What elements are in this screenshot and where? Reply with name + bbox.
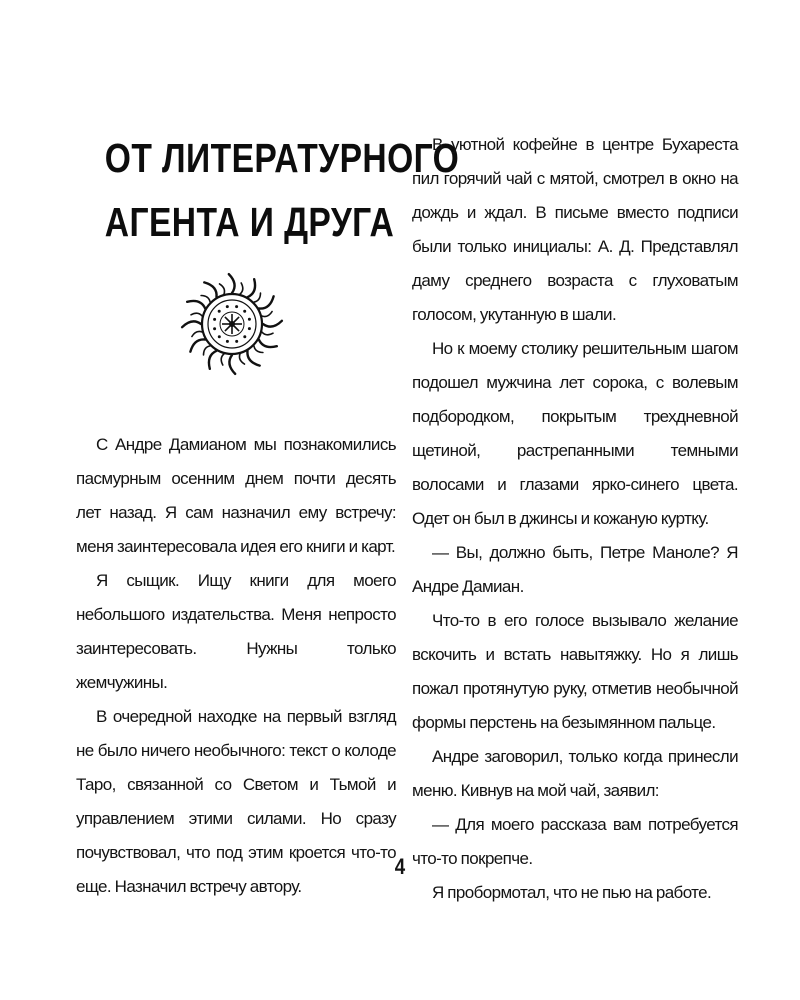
right-body-text	[412, 128, 738, 910]
paragraph: В очередной находке на первый взгляд не было ничего необычного: текст о колоде Таро, связанной со Светом и Тьмой и управлением этими силами. Но сразу почувствовал, что под этим кроется что-то еще. Назначил встречу автору.	[76, 707, 396, 896]
paragraph: Но к моему столику решительным шагом подошел мужчина лет сорока, с волевым подбородком, покрытым трехдневной щетиной, растрепанными темными волосами и глазами ярко-синего цвета. Одет он был в джинсы и кожаную куртку.	[412, 339, 738, 528]
paragraph: С Андре Дамианом мы познакомились пасмурным осенним днем почти десять лет назад. Я сам назначил ему встречу: меня заинтересовала идея его книги и карт.	[76, 435, 396, 556]
chapter-title-line-2: АГЕНТА И ДРУГА	[104, 199, 395, 245]
paragraph: В уютной кофейне в центре Бухареста пил горячий чай с мятой, смотрел в окно на дождь и ждал. В письме вместо подписи были только инициалы: А. Д. Представлял даму среднего возраста с глуховатым голосом, укутанную в шали.	[412, 135, 738, 324]
paragraph: Я пробормотал, что не пью на работе.	[432, 883, 712, 902]
chapter-title-line-1: ОТ ЛИТЕРАТУРНОГО	[104, 135, 460, 181]
page-number: 4	[394, 854, 406, 879]
paragraph: — Вы, должно быть, Петре Маноле? Я Андре Дамиан.	[412, 543, 738, 596]
paragraph: Андре заговорил, только когда принесли меню. Кивнув на мой чай, заявил:	[412, 747, 738, 800]
paragraph: — Для моего рассказа вам потребуется что-то покрепче.	[412, 815, 738, 868]
paragraph: Что-то в его голосе вызывало желание вскочить и встать навытяжку. Но я лишь пожал протянутую руку, отметив необычной формы перстень на безымянном пальце.	[412, 611, 738, 732]
left-body-text	[76, 428, 396, 904]
paragraph: Я сыщик. Ищу книги для моего небольшого издательства. Меня непросто заинтересовать. Нужны только жемчужины.	[76, 571, 396, 692]
chapter-title	[104, 126, 460, 254]
sun-zodiac-icon	[180, 248, 284, 408]
